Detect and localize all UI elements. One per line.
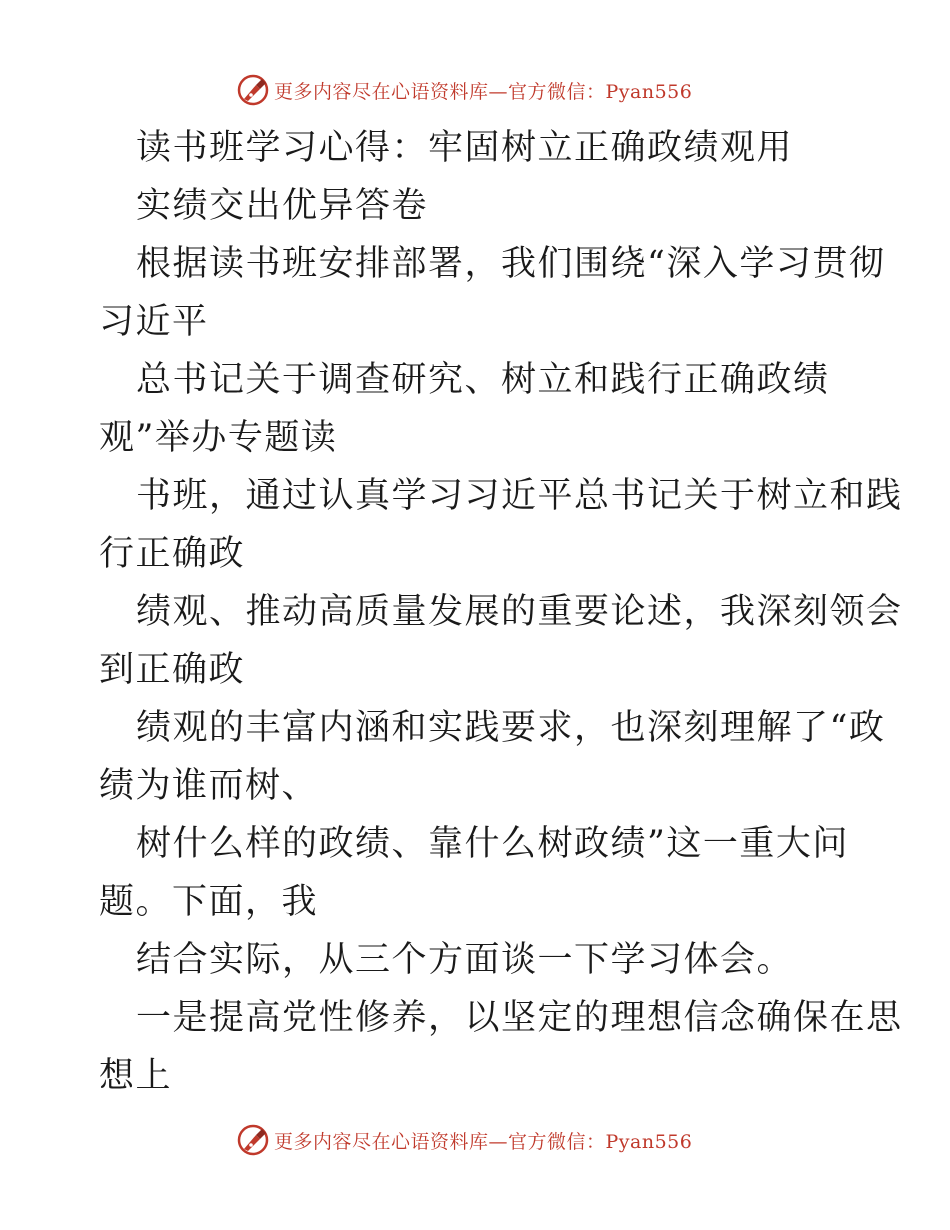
pen-nib-logo-icon xyxy=(236,73,270,107)
paragraph-line: 一是提高党性修养，以坚定的理想信念确保在思 xyxy=(136,998,903,1038)
paragraph-line: 行正确政 xyxy=(99,534,246,574)
title-line-2: 实绩交出优异答卷 xyxy=(136,186,429,226)
paragraph-line: 树什么样的政绩、靠什么树政绩”这一重大问 xyxy=(136,824,849,864)
title-line-1: 读书班学习心得：牢固树立正确政绩观用 xyxy=(136,128,794,168)
banner-text: 更多内容尽在心语资料库—官方微信：Pyan556 xyxy=(274,1130,693,1153)
paragraph-line: 绩观、推动高质量发展的重要论述，我深刻领会 xyxy=(136,592,903,632)
footer-banner xyxy=(236,1122,692,1158)
paragraph-line: 书班，通过认真学习习近平总书记关于树立和践 xyxy=(136,476,903,516)
paragraph-line: 绩为谁而树、 xyxy=(99,766,319,806)
paragraph-line: 结合实际，从三个方面谈一下学习体会。 xyxy=(136,940,794,980)
paragraph-line: 总书记关于调查研究、树立和践行正确政绩 xyxy=(136,360,830,400)
paragraph-line: 题。下面，我 xyxy=(99,882,319,922)
paragraph-line: 习近平 xyxy=(99,302,209,342)
paragraph-line: 根据读书班安排部署，我们围绕“深入学习贯彻 xyxy=(136,244,886,284)
banner-text: 更多内容尽在心语资料库—官方微信：Pyan556 xyxy=(274,80,693,103)
pen-nib-logo-icon xyxy=(236,1123,270,1157)
paragraph-line: 绩观的丰富内涵和实践要求，也深刻理解了“政 xyxy=(136,708,886,748)
paragraph-line: 想上 xyxy=(99,1056,173,1096)
paragraph-line: 到正确政 xyxy=(99,650,246,690)
paragraph-line: 观”举办专题读 xyxy=(99,418,338,458)
header-banner xyxy=(236,72,692,108)
